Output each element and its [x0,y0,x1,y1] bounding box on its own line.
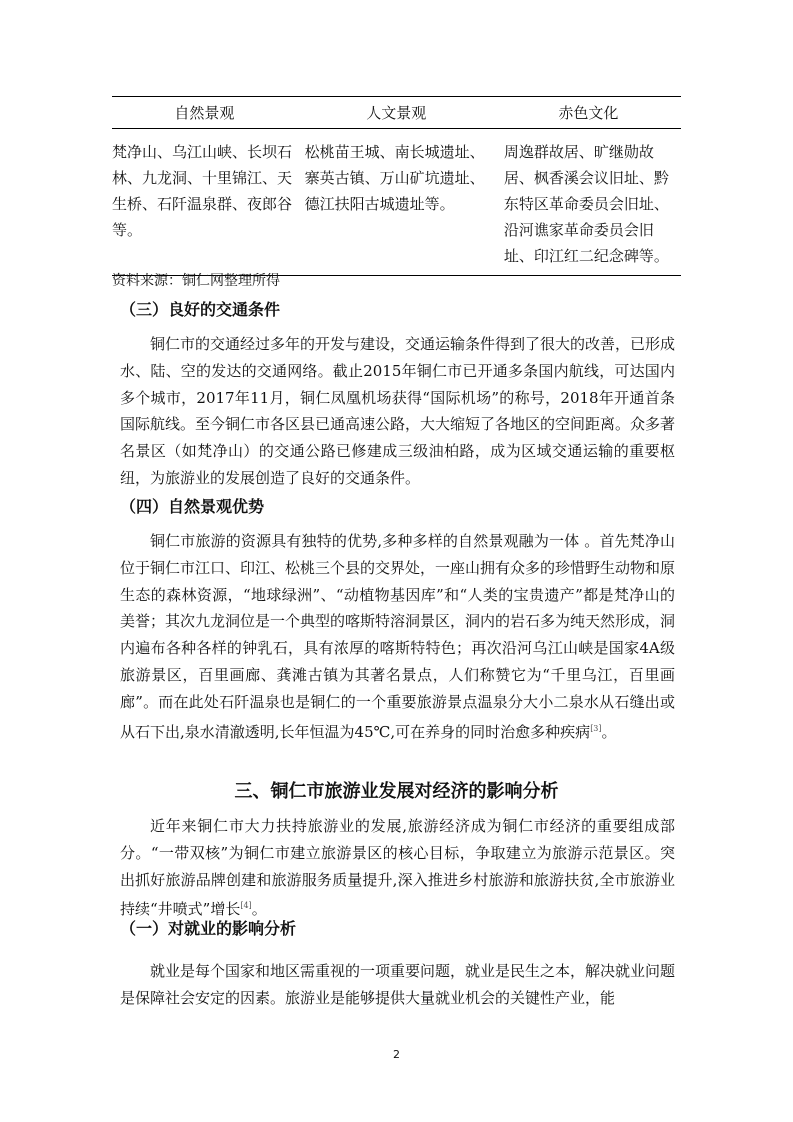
table-row [112,129,681,276]
table-header-red-culture: 赤色文化 [496,97,681,129]
chapter-heading: 三、铜仁市旅游业发展对经济的影响分析 [234,781,559,802]
paragraph-transport: 铜仁市的交通经过多年的开发与建设，交通运输条件得到了很大的改善，已形成水、陆、空的发达的交通网络。截止2015年铜仁市已开通多条国内航线，可达国内多个城市，2017年11月，铜仁凤凰机场获得“国际机场”的称号，2018年开通首条国际航线。至今铜仁市各区县已通高速公路，大大缩短了各地区的空间距离。众多著名景区（如梵净山）的交通公路已修建成三级油柏路，成为区域交通运输的重要枢纽，为旅游业的发展创造了良好的交通条件。 [120,335,676,487]
paragraph-employment: 就业是每个国家和地区需重视的一项重要问题，就业是民生之本，解决就业问题是保障社会安定的因素。旅游业是能够提供大量就业机会的关键性产业，能 [120,962,676,1007]
table-header-row [112,97,681,129]
table-source-note: 资料来源：铜仁网整理所得 [112,273,280,289]
section-heading-employment: （一）对就业的影响分析 [120,919,297,938]
table-cell-red-culture: 周逸群故居、旷继勋故居、枫香溪会议旧址、黔东特区革命委员会旧址、沿河谯家革命委员会旧址、印江红二纪念碑等。 [496,129,681,276]
paragraph-chapter-intro-text: 近年来铜仁市大力扶持旅游业的发展,旅游经济成为铜仁市经济的重要组成部分。“一带双核”为铜仁市建立旅游景区的核心目标，争取建立为旅游示范景区。突出抓好旅游品牌创建和旅游服务质量提升,深入推进乡村旅游和旅游扶贫,全市旅游业持续“井喷式”增长 [120,817,675,919]
table-cell-natural: 梵净山、乌江山峡、长坝石林、九龙洞、十里锦江、天生桥、石阡温泉群、夜郎谷等。 [112,129,297,276]
page-number: 2 [393,1048,400,1061]
paragraph-natural-landscape-end: 。 [601,722,617,741]
paragraph-chapter-intro-end: 。 [251,900,267,919]
table-header-natural: 自然景观 [112,97,297,129]
paragraph-natural-landscape [120,528,675,745]
section-heading-transport: （三）良好的交通条件 [120,300,281,319]
table-header-cultural: 人文景观 [297,97,496,129]
paragraph-chapter-intro [120,813,675,923]
section-heading-natural-landscape: （四）自然景观优势 [120,497,265,516]
citation-4: [4] [240,901,252,911]
attractions-table [112,96,681,276]
paragraph-natural-landscape-text: 铜仁市旅游的资源具有独特的优势,多种多样的自然景观融为一体 。首先梵净山位于铜仁市江口、印江、松桃三个县的交界处，一座山拥有众多的珍惜野生动物和原生态的森林资源，“地球绿洲”、“动植物基因库”和“人类的宝贵遗产”都是梵净山的美誉；其次九龙洞位是一个典型的喀斯特溶洞景区，洞内的岩石多为纯天然形成，洞内遍布各种各样的钟乳石，具有浓厚的喀斯特特色；再次沿河乌江山峡是国家4A级旅游景区，百里画廊、龚滩古镇为其著名景点，人们称赞它为“千里乌江，百里画廊”。而在此处石阡温泉也是铜仁的一个重要旅游景点温泉分大小二泉水从石缝出或从石下出,泉水清澈透明,长年恒温为45℃,可在养身的同时治愈多种疾病 [120,532,676,741]
citation-3: [3] [590,723,602,733]
table-cell-cultural: 松桃苗王城、南长城遗址、寨英古镇、万山矿坑遗址、德江扶阳古城遗址等。 [297,129,496,276]
